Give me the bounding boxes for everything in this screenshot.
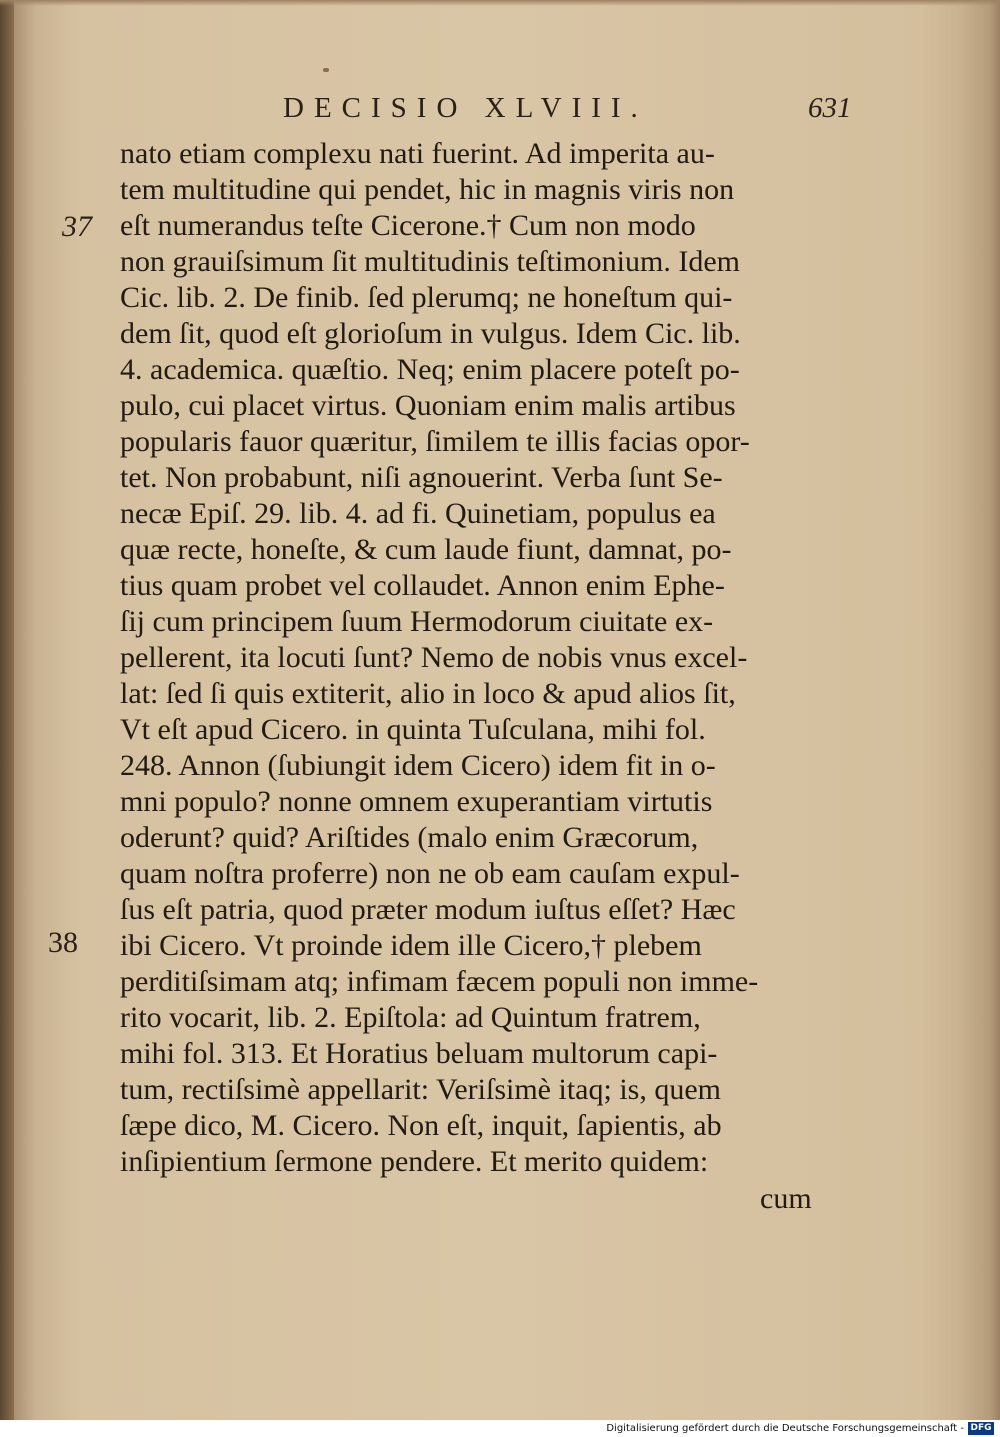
- funding-credit: Digitalisierung gefördert durch die Deutsche Forschungsgemeinschaft -: [606, 1423, 964, 1434]
- text-line: quæ recte, honeſte, & cum laude fiunt, damnat, po-: [120, 533, 732, 566]
- text-line: quam noſtra proferre) non ne ob eam cauſam expul-: [120, 857, 740, 890]
- text-line: pulo, cui placet virtus. Quoniam enim malis artibus: [120, 389, 736, 422]
- page-top-edge: [0, 0, 1000, 6]
- book-spine-shadow: [0, 0, 14, 1420]
- text-line: eſt numerandus teſte Cicerone.† Cum non modo: [120, 209, 696, 242]
- text-line: popularis fauor quæritur, ſimilem te illis facias opor-: [120, 425, 750, 458]
- text-line: ſus eſt patria, quod præter modum iuſtus eſſet? Hæc: [120, 893, 736, 926]
- dfg-logo: DFG: [968, 1422, 994, 1435]
- text-line: Cic. lib. 2. De finib. ſed plerumq; ne honeſtum qui-: [120, 281, 733, 314]
- text-line: mni populo? nonne omnem exuperantiam virtutis: [120, 785, 713, 818]
- text-line: pellerent, ita locuti ſunt? Nemo de nobis vnus excel-: [120, 641, 748, 674]
- text-line: tius quam probet vel collaudet. Annon enim Ephe-: [120, 569, 725, 602]
- margin-note-37: 37: [62, 210, 92, 243]
- text-line: oderunt? quid? Ariſtides (malo enim Græcorum,: [120, 821, 699, 854]
- text-line: rito vocarit, lib. 2. Epiſtola: ad Quintum fratrem,: [120, 1001, 701, 1034]
- text-line: perditiſsimam atq; infimam fæcem populi non imme-: [120, 965, 759, 998]
- text-line: tem multitudine qui pendet, hic in magnis viris non: [120, 173, 735, 206]
- text-line: inſipientium ſermone pendere. Et merito quidem:: [120, 1145, 709, 1178]
- text-line: ſæpe dico, M. Cicero. Non eſt, inquit, ſapientis, ab: [120, 1109, 722, 1142]
- text-line: ſij cum principem ſuum Hermodorum ciuitate ex-: [120, 605, 714, 638]
- body-text: [120, 136, 860, 1180]
- text-line: 4. academica. quæſtio. Neq; enim placere poteſt po-: [120, 353, 740, 386]
- ink-dot: [323, 68, 329, 72]
- text-line: non grauiſsimum ſit multitudinis teſtimonium. Idem: [120, 245, 740, 278]
- text-line: 248. Annon (ſubiungit idem Cicero) idem fit in o-: [120, 749, 716, 782]
- text-line: tet. Non probabunt, niſi agnouerint. Verba ſunt Se-: [120, 461, 723, 494]
- running-head: DECISIO XLVIII.: [283, 92, 648, 124]
- text-line: lat: ſed ſi quis extiterit, alio in loco & apud alios ſit,: [120, 677, 736, 710]
- text-line: necæ Epiſ. 29. lib. 4. ad fi. Quinetiam, populus ea: [120, 497, 716, 530]
- margin-note-38: 38: [48, 926, 78, 959]
- text-line: mihi fol. 313. Et Horatius beluam multorum capi-: [120, 1037, 718, 1070]
- text-line: Vt eſt apud Cicero. in quinta Tuſculana, mihi fol.: [120, 713, 706, 746]
- text-line: ibi Cicero. Vt proinde idem ille Cicero,† plebem: [120, 929, 702, 962]
- page-number: 631: [808, 92, 852, 124]
- catchword: cum: [760, 1182, 812, 1215]
- text-line: dem ſit, quod eſt glorioſum in vulgus. Idem Cic. lib.: [120, 317, 741, 350]
- text-line: tum, rectiſsimè appellarit: Veriſsimè itaq; is, quem: [120, 1073, 721, 1106]
- text-line: nato etiam complexu nati fuerint. Ad imperita au-: [120, 137, 715, 170]
